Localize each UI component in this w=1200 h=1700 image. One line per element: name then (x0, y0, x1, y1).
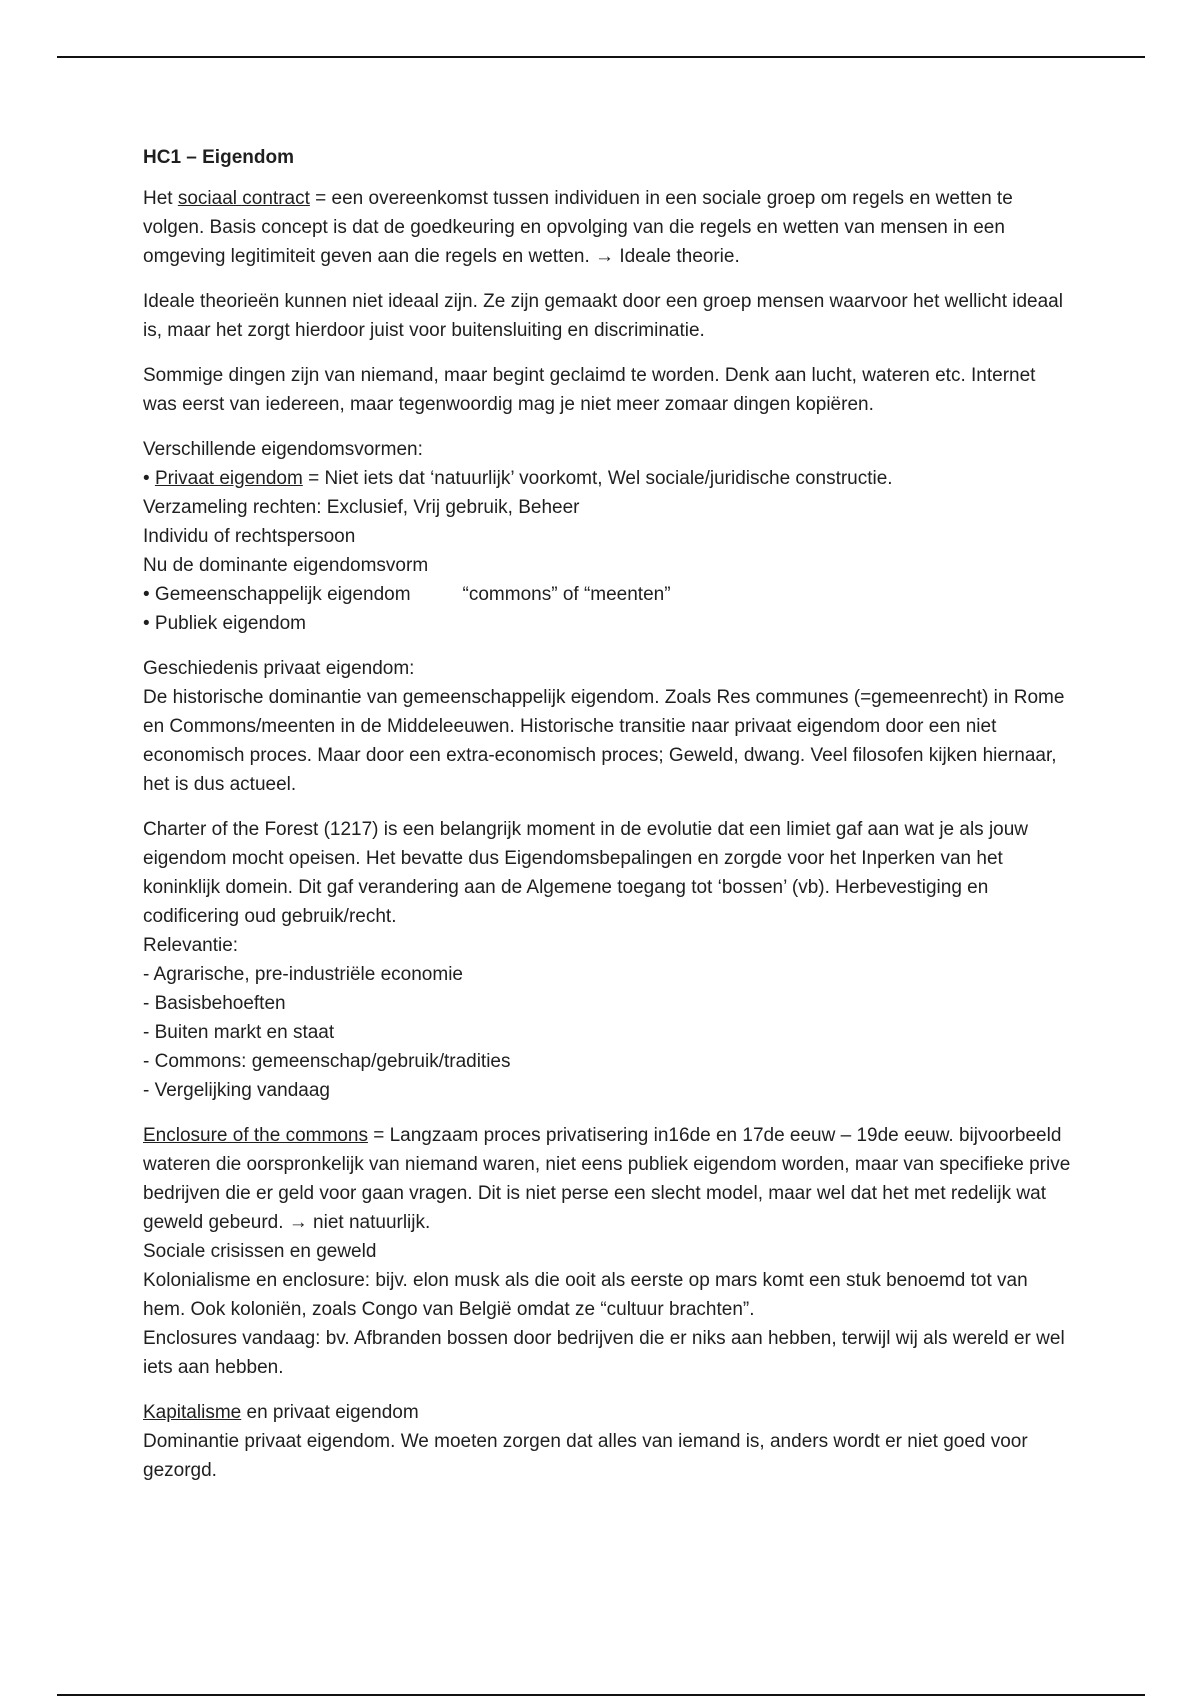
bottom-rule (57, 1694, 1145, 1696)
capitalism-heading (143, 1398, 1073, 1427)
list-item: - Buiten markt en staat (143, 1022, 335, 1043)
capitalism-text: Dominantie privaat eigendom. We moeten zorgen dat alles van iemand is, anders wordt er niet goed voor gezorgd. (143, 1431, 1028, 1481)
list-item: - Basisbehoeften (143, 993, 286, 1014)
list-item: - Agrarische, pre-industriële economie (143, 964, 463, 985)
section-history (143, 654, 1073, 799)
enclosure-today: Enclosures vandaag: bv. Afbranden bossen door bedrijven die er niks aan hebben, terwijl wij als wereld er wel iets aan hebben. (143, 1328, 1065, 1378)
history-heading: Geschiedenis privaat eigendom: (143, 658, 415, 679)
term-private-property: Privaat eigendom (154, 468, 303, 489)
term-capitalism: Kapitalisme (143, 1402, 242, 1423)
capitalism-heading-rest: en privaat eigendom (241, 1402, 419, 1423)
charter-text: Charter of the Forest (1217) is een belangrijk moment in de evolutie dat een limiet gaf aan wat je als jouw eigendom mocht opeisen. Het bevatte dus Eigendomsbepalingen en zorgde voor het Inperken van het koninklijk domein. Dit gaf verandering aan de Algemene toegang tot ‘bossen’ (vb). Herbevestiging en codificering oud gebruik/recht. (143, 819, 1029, 927)
public-property-line: • Publiek eigendom (143, 613, 306, 634)
forms-line-dominant: Nu de dominante eigendomsvorm (143, 555, 429, 576)
enclosure-colonial: Kolonialisme en enclosure: bijv. elon musk als die ooit als eerste op mars komt een stuk benoemd tot van hem. Ook koloniën, zoals Congo van België omdat ze “cultuur brachten”. (143, 1270, 1028, 1320)
private-property-line (143, 464, 1073, 493)
enclosure-crisis: Sociale crisissen en geweld (143, 1241, 377, 1262)
common-property-note: “commons” of “meenten” (462, 584, 671, 605)
list-item: - Vergelijking vandaag (143, 1080, 330, 1101)
text-pre: Het (143, 188, 178, 209)
enclosure-rest: = Langzaam proces privatisering in16de en 17de eeuw – 19de eeuw. bijvoorbeeld wateren die oorspronkelijk van niemand waren, niet eens publiek eigendom worden, maar van specifieke prive bedrijven die er geld voor gaan vragen. Dit is niet perse een slecht model, maar wel dat het met redelijk wat geweld gebeurd. → niet natuurlijk. (143, 1125, 1071, 1233)
paragraph-social-contract (143, 184, 1073, 271)
page-title: HC1 – Eigendom (143, 147, 294, 168)
history-text: De historische dominantie van gemeenschappelijk eigendom. Zoals Res communes (=gemeenrecht) in Rome en Commons/meenten in de Middeleeuwen. Historische transitie naar privaat eigendom door een niet economisch proces. Maar door een extra-economisch proces; Geweld, dwang. Veel filosofen kijken hiernaar, het is dus actueel. (143, 687, 1065, 795)
section-property-forms (143, 435, 1073, 638)
forms-line-person: Individu of rechtspersoon (143, 526, 356, 547)
section-charter (143, 815, 1073, 1105)
enclosure-text (143, 1121, 1073, 1237)
private-property-rest: = Niet iets dat ‘natuurlijk’ voorkomt, Wel sociale/juridische constructie. (302, 468, 893, 489)
section-capitalism (143, 1398, 1073, 1485)
paragraph-unclaimed: Sommige dingen zijn van niemand, maar begint geclaimd te worden. Denk aan lucht, wateren etc. Internet was eerst van iedereen, maar tegenwoordig mag je niet meer zomaar dingen kopiëren. (143, 365, 1036, 415)
forms-line-rights: Verzameling rechten: Exclusief, Vrij gebruik, Beheer (143, 497, 580, 518)
bullet: • (143, 468, 155, 489)
list-item: - Commons: gemeenschap/gebruik/tradities (143, 1051, 511, 1072)
term-enclosure: Enclosure of the commons (143, 1125, 368, 1146)
forms-heading: Verschillende eigendomsvormen: (143, 439, 423, 460)
top-rule (57, 56, 1145, 58)
text-rest: = een overeenkomst tussen individuen in een sociale groep om regels en wetten te volgen. Basis concept is dat de goedkeuring en opvolging van die regels en wetten van mensen in een omgeving legitimiteit geven aan die regels en wetten. → Ideale theorie. (143, 188, 1013, 267)
section-enclosure (143, 1121, 1073, 1382)
term-social-contract: sociaal contract (177, 188, 310, 209)
common-property-line (143, 580, 1073, 609)
relevance-heading: Relevantie: (143, 935, 239, 956)
document-body (143, 143, 1073, 1501)
paragraph-ideal-theories: Ideale theorieën kunnen niet ideaal zijn. Ze zijn gemaakt door een groep mensen waarvoor het wellicht ideaal is, maar het zorgt hierdoor juist voor buitensluiting en discriminatie. (143, 291, 1063, 341)
common-property: • Gemeenschappelijk eigendom (143, 584, 411, 605)
